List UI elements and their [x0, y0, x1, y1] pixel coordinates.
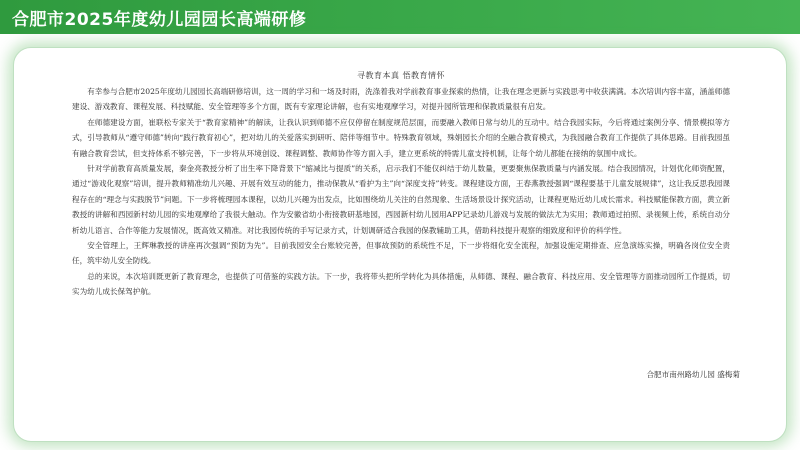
paragraph-summary: 总的来说，本次培训既更新了教育理念，也提供了可借鉴的实践方法。下一步，我将带头把所学转化为具体措施，从师德、课程、融合教育、科技应用、安全管理等方面推动园所工作提质，切实为幼儿成长保驾护航。	[72, 271, 730, 297]
document-signature: 合肥市南州路幼儿园 盛梅菊	[646, 370, 740, 379]
header-bar	[0, 0, 800, 34]
paragraph-ethics: 在师德建设方面，崔联松专家关于“教育家精神”的解读，让我认识到师德不应仅停留在制度规范层面，而要融入教师日常与幼儿的互动中。结合我园实际，今后将通过案例分享、情景模拟等方式，引导教师从“遵守师德”转向“践行教育初心”，把对幼儿的关爱落实到研听、陪伴等细节中。特殊教育领域，殊娟园长介绍的全融合教育模式，为我园融合教育工作提供了具体思路。目前我园虽有融合教育尝试，但支持体系不够完善，下一步将从环境创设、课程调整、教师协作等方面入手，建立更系统的特需儿童支持机制，让每个幼儿都能在接纳的氛围中成长。	[72, 117, 730, 158]
paragraph-intro: 有幸参与合肥市2025年度幼儿园园长高端研修培训，这一周的学习和一场及时雨，洗涤着我对学前教育事业探索的热情，让我在理念更新与实践思考中收获满满。本次培训内容丰富，涵盖师德建设、游戏教育、课程发展、科技赋能、安全管理等多个方面，既有专家理论讲解，也有实地观摩学习，对提升园所管理和保教质量很有启发。	[72, 87, 730, 112]
paragraph-safety: 安全管理上，王辉琳教授的讲座再次强调“预防为先”。目前我园安全台账较完善，但事故预防的系统性不足，下一步将细化安全流程，加强设施定期排查、应急演练实操，明确各岗位安全责任，筑牢幼儿安全防线。	[72, 241, 730, 266]
document-body	[72, 70, 730, 300]
document-title: 寻教育本真 悟教育情怀	[356, 71, 446, 80]
page-title: 合肥市2025年度幼儿园园长高端研修	[12, 10, 307, 30]
paragraph-quality: 针对学前教育高质量发展，秦金亮教授分析了出生率下降背景下“缩减比与提质”的关系，启示我们不能仅纠结于幼儿数量，更要聚焦保教质量与内涵发展。结合我园情况，计划优化师资配置，通过“游戏化观察”培训，提升教师精准幼儿兴趣、开展有效互动的能力，推动保教从“看护为主”向“深度支持”转变。课程建设方面，王春燕教授强调“课程要基于儿童发展规律”，这让我反思我园课程存在的“理念与实践脱节”问题。下一步将梳理园本课程，以幼儿兴趣为出发点，比如围绕幼儿关注的自然现象、生活场景设计探究活动，让课程更贴近幼儿成长需求。科技赋能保教方面，黄立新教授的讲解和西园新村幼儿园的实地观摩给了我很大触动。作为安徽省幼小衔接教研基地园，西园新村幼儿园用APP记录幼儿游戏与发展的做法尤为实用；教师通过拍照、录视频上传，系统自动分析幼儿语言、合作等能力发展情况，既高效又精准。对比我园传统的手写记录方式，计划调研适合我园的保教辅助工具，借助科技提升观察的细致度和评价的科学性。	[72, 164, 730, 235]
